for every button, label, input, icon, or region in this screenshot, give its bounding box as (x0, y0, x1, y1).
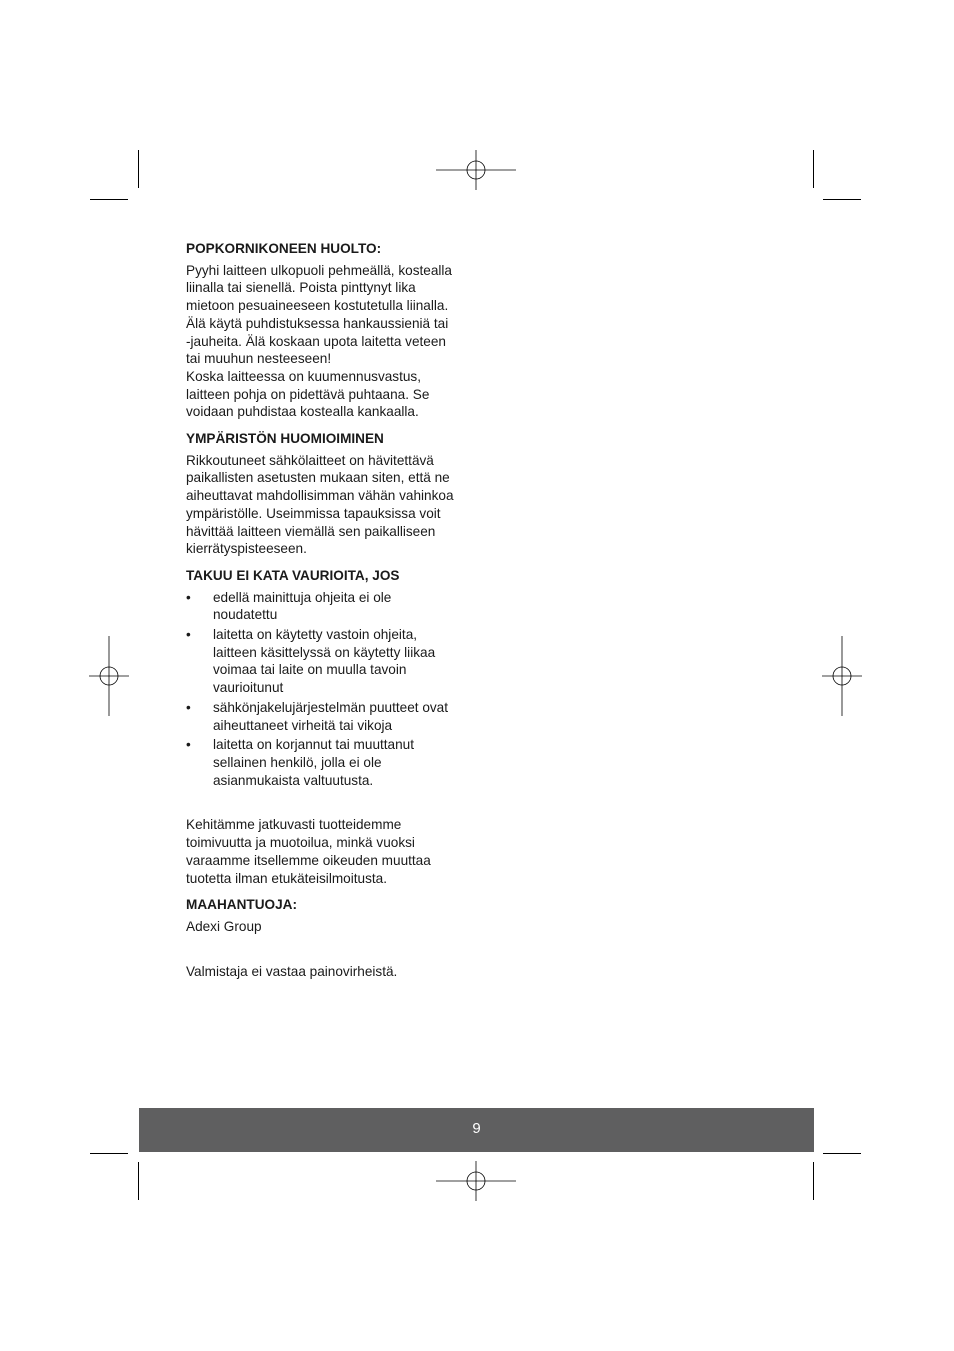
crop-mark-bottom-left-vertical (138, 1162, 139, 1200)
crop-mark-top-left-horizontal (90, 199, 128, 200)
importer-heading: MAAHANTUOJA: (186, 897, 298, 913)
environment-section (186, 430, 476, 558)
crop-mark-top-left-vertical (138, 150, 139, 188)
maintenance-text: Pyyhi laitteen ulkopuoli pehmeällä, kostealla liinalla tai sienellä. Poista pinttynyt lika mietoon pesuaineeseen kostutetulla liinalla. Älä käytä puhdistuksessa hankaussieniä tai -jauheita. Älä koskaan upota laitetta veteen tai muuhun nesteeseen! Koska laitteessa on kuumennusvastus, laitteen pohja on pidettävä puhtaana. Se voidaan puhdistaa kostealla kankaalla. (186, 262, 452, 420)
warranty-list-item (186, 589, 476, 624)
importer-name: Adexi Group (186, 918, 262, 934)
warranty-list (186, 589, 476, 790)
registration-mark-right-icon (822, 636, 862, 716)
crop-mark-bottom-left-horizontal (90, 1153, 128, 1154)
bullet-icon: • (186, 627, 191, 643)
warranty-list-item-text: laitetta on käytetty vastoin ohjeita, laitteen käsittelyssä on käytetty liikaa voimaa tai laite on muulla tavoin vaurioitunut (213, 627, 436, 696)
spacer (186, 798, 476, 816)
bullet-icon: • (186, 699, 191, 715)
bullet-icon: • (186, 589, 191, 605)
warranty-heading: TAKUU EI KATA VAURIOITA, JOS (186, 567, 400, 583)
maintenance-section (186, 240, 476, 421)
warranty-list-item (186, 626, 476, 697)
crop-mark-top-right-vertical (813, 150, 814, 188)
importer-section (186, 896, 476, 935)
warranty-list-item-text: laitetta on korjannut tai muuttanut sellainen henkilö, jolla ei ole asianmukaista valtuutusta. (213, 737, 415, 788)
warranty-list-item-text: sähkönjakelujärjestelmän puutteet ovat aiheuttaneet virheitä tai vikoja (213, 699, 449, 733)
crop-mark-top-right-horizontal (823, 199, 861, 200)
manual-text-column (186, 240, 476, 980)
registration-mark-bottom-icon (436, 1161, 516, 1201)
environment-text: Rikkoutuneet sähkölaitteet on hävitettävä paikallisten asetusten mukaan siten, että ne aiheuttavat mahdollisimman vähän vahinkoa ympäristölle. Useimmissa tapauksissa voit hävittää laitteen viemällä sen paikalliseen kierrätyspisteeseen. (186, 452, 454, 557)
registration-mark-left-icon (89, 636, 129, 716)
footer-bar (139, 1108, 814, 1152)
spacer (186, 945, 476, 963)
development-note-text: Kehitämme jatkuvasti tuotteidemme toimivuutta ja muotoilua, minkä vuoksi varaamme itsellemme oikeuden muuttaa tuotetta ilman etukäteisilmoitusta. (186, 817, 431, 886)
bullet-icon: • (186, 737, 191, 753)
registration-mark-top-icon (436, 150, 516, 190)
disclaimer-text: Valmistaja ei vastaa painovirheistä. (186, 963, 398, 979)
maintenance-heading: POPKORNIKONEEN HUOLTO: (186, 241, 382, 256)
environment-heading: YMPÄRISTÖN HUOMIOIMINEN (186, 431, 384, 447)
warranty-section (186, 567, 476, 789)
page-number: 9 (472, 1120, 481, 1137)
crop-mark-bottom-right-vertical (813, 1162, 814, 1200)
warranty-list-item (186, 736, 476, 789)
warranty-list-item (186, 699, 476, 734)
crop-mark-bottom-right-horizontal (823, 1153, 861, 1154)
warranty-list-item-text: edellä mainittuja ohjeita ei ole noudatettu (213, 589, 392, 623)
development-note-section (186, 816, 476, 887)
